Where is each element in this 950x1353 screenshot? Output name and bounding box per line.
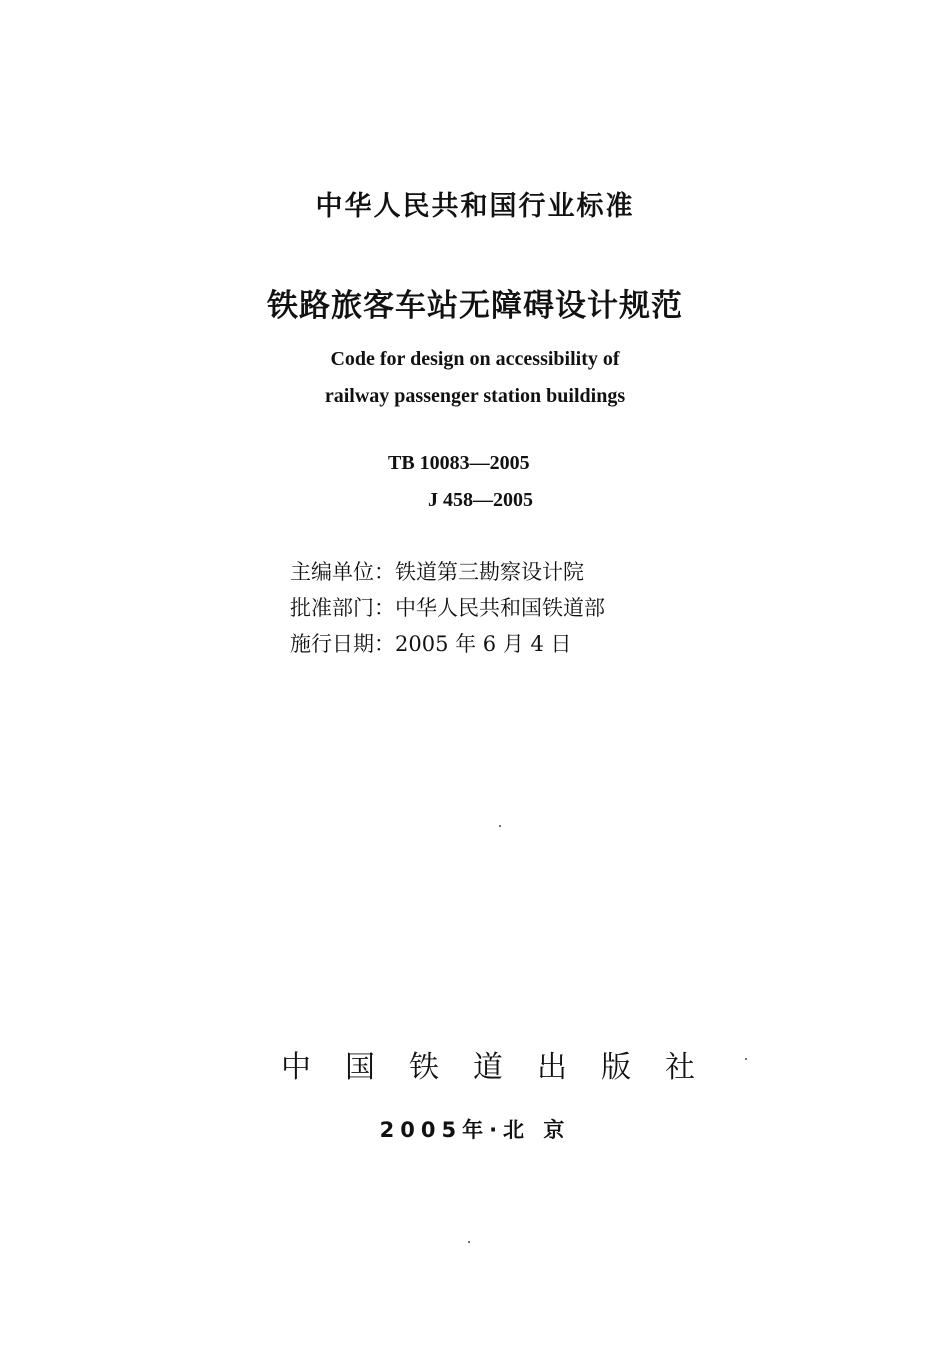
document-title-en-line1: Code for design on accessibility of — [330, 348, 620, 370]
document-metadata — [290, 554, 605, 662]
standard-code-j: J 458—2005 — [428, 489, 533, 511]
meta-row-approver — [290, 590, 605, 626]
publisher-name: 中国铁道出版社 — [281, 1050, 729, 1085]
scan-speck — [499, 825, 501, 827]
meta-value: 铁道第三勘察设计院 — [395, 560, 584, 584]
document-title-zh: 铁路旅客车站无障碍设计规范 — [267, 288, 683, 324]
document-title-en-line2: railway passenger station buildings — [324, 385, 626, 407]
meta-row-effective-date — [290, 626, 605, 662]
scan-speck — [468, 1241, 470, 1243]
meta-label: 主编单位： — [290, 560, 395, 584]
meta-label: 施行日期： — [290, 632, 395, 656]
standard-code-tb: TB 10083—2005 — [388, 452, 530, 474]
meta-value: 2005 年 6 月 4 日 — [395, 632, 572, 656]
meta-row-editor — [290, 554, 605, 590]
meta-label: 批准部门： — [290, 596, 395, 620]
standard-category-heading: 中华人民共和国行业标准 — [315, 191, 635, 222]
meta-value: 中华人民共和国铁道部 — [395, 596, 605, 620]
scan-speck — [745, 1058, 747, 1060]
publication-date-place: 2005年·北 京 — [379, 1118, 571, 1142]
